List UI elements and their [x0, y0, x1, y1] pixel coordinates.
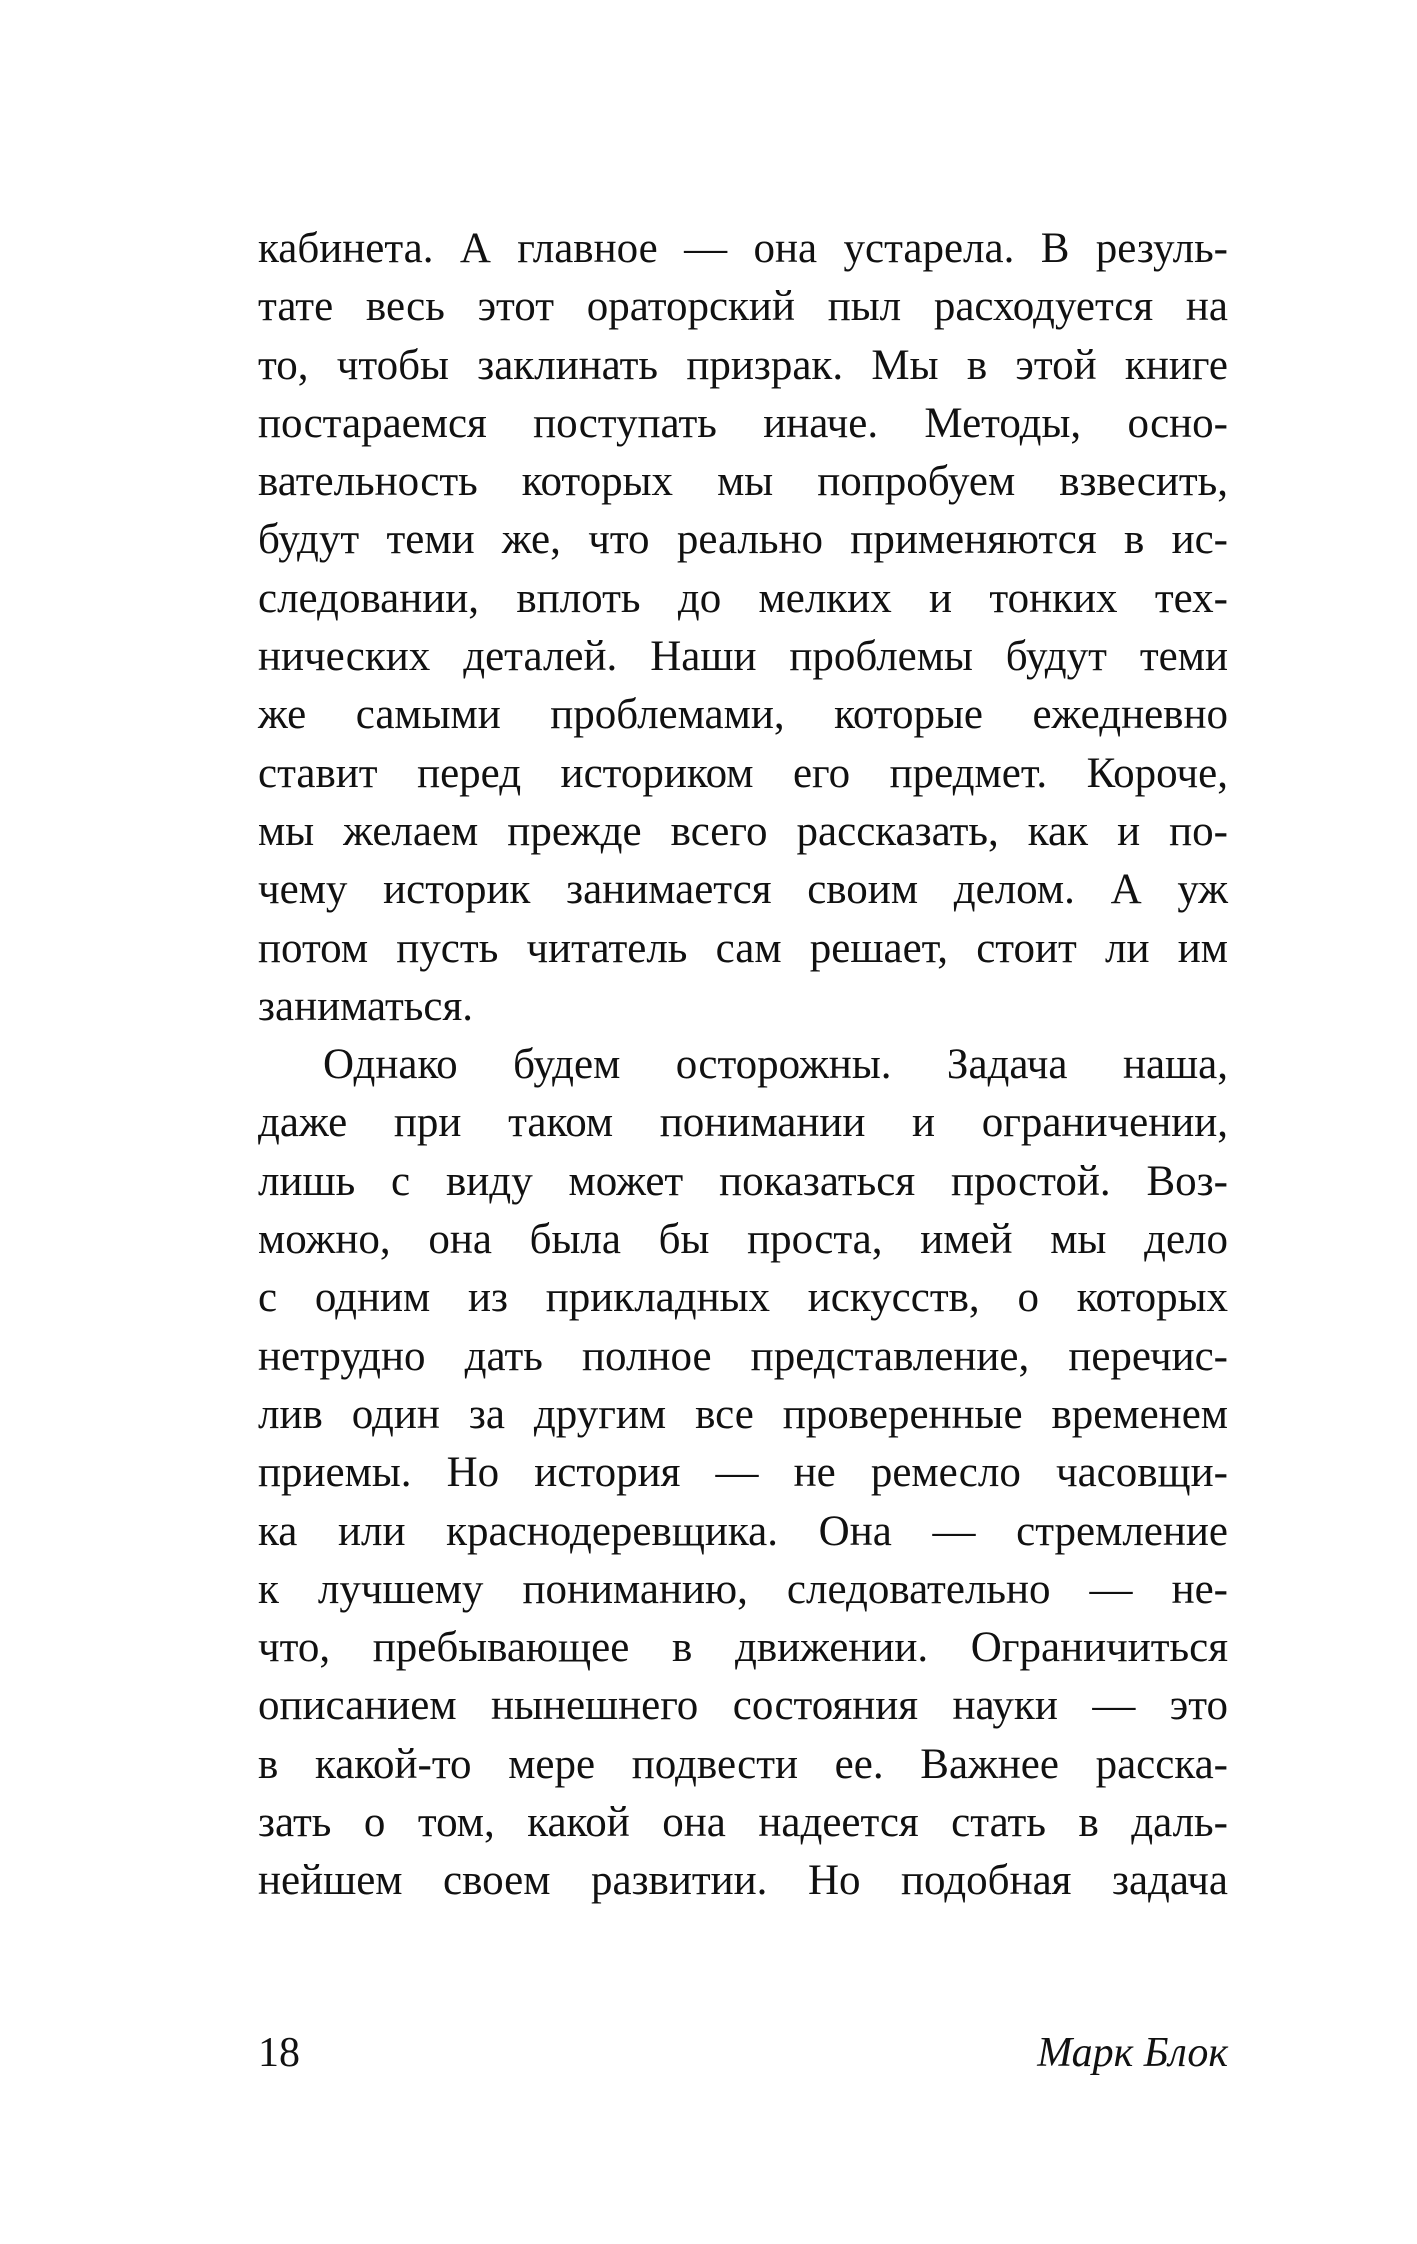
- text-line: приемы. Но история — не ремесло часовщи-: [258, 1449, 1228, 1497]
- text-line: нетрудно дать полное представление, перечис-: [258, 1332, 1228, 1380]
- text-line: что, пребывающее в движении. Ограничиться: [258, 1624, 1228, 1672]
- text-line: к лучшему пониманию, следовательно — не-: [258, 1565, 1228, 1613]
- text-line: кабинета. А главное — она устарела. В резуль-: [258, 225, 1228, 272]
- text-line: нических деталей. Наши проблемы будут теми: [258, 633, 1228, 681]
- text-line: в какой-то мере подвести ее. Важнее расска-: [258, 1740, 1228, 1788]
- page-number: 18: [258, 2030, 300, 2076]
- text-line: же самыми проблемами, которые ежедневно: [258, 691, 1228, 739]
- text-line: нейшем своем развитии. Но подобная задача: [258, 1857, 1228, 1905]
- text-line: ка или краснодеревщика. Она — стремление: [258, 1507, 1228, 1555]
- paragraph-2: [258, 1036, 1228, 1910]
- text-line: описанием нынешнего состояния науки — это: [258, 1682, 1228, 1730]
- text-line: лишь с виду может показаться простой. Воз-: [258, 1157, 1228, 1205]
- text-line: Однако будем осторожны. Задача наша,: [323, 1041, 1228, 1089]
- text-line: постараемся поступать иначе. Методы, осно-: [258, 399, 1228, 447]
- running-author: Марк Блок: [1037, 2030, 1228, 2076]
- text-line: следовании, вплоть до мелких и тонких тех-: [258, 574, 1228, 622]
- text-line: даже при таком понимании и ограничении,: [258, 1099, 1228, 1147]
- paragraph-1: [258, 220, 1228, 1036]
- text-line: зать о том, какой она надеется стать в даль-: [258, 1799, 1228, 1847]
- text-line: заниматься.: [258, 982, 473, 1030]
- text-line: тате весь этот ораторский пыл расходуется на: [258, 283, 1228, 331]
- text-line: ставит перед историком его предмет. Короче,: [258, 749, 1228, 797]
- text-line: лив один за другим все проверенные временем: [258, 1390, 1228, 1438]
- text-line: будут теми же, что реально применяются в ис-: [258, 516, 1228, 564]
- text-line: с одним из прикладных искусств, о которых: [258, 1274, 1228, 1322]
- text-line: мы желаем прежде всего рассказать, как и по-: [258, 807, 1228, 855]
- text-line: то, чтобы заклинать призрак. Мы в этой книге: [258, 341, 1228, 389]
- body-text: [258, 220, 1228, 1911]
- page-footer: [258, 2023, 1228, 2083]
- text-line: вательность которых мы попробуем взвесить,: [258, 458, 1228, 506]
- text-line: потом пусть читатель сам решает, стоит ли им: [258, 924, 1228, 972]
- text-line: чему историк занимается своим делом. А уж: [258, 866, 1228, 914]
- text-line: можно, она была бы проста, имей мы дело: [258, 1216, 1228, 1264]
